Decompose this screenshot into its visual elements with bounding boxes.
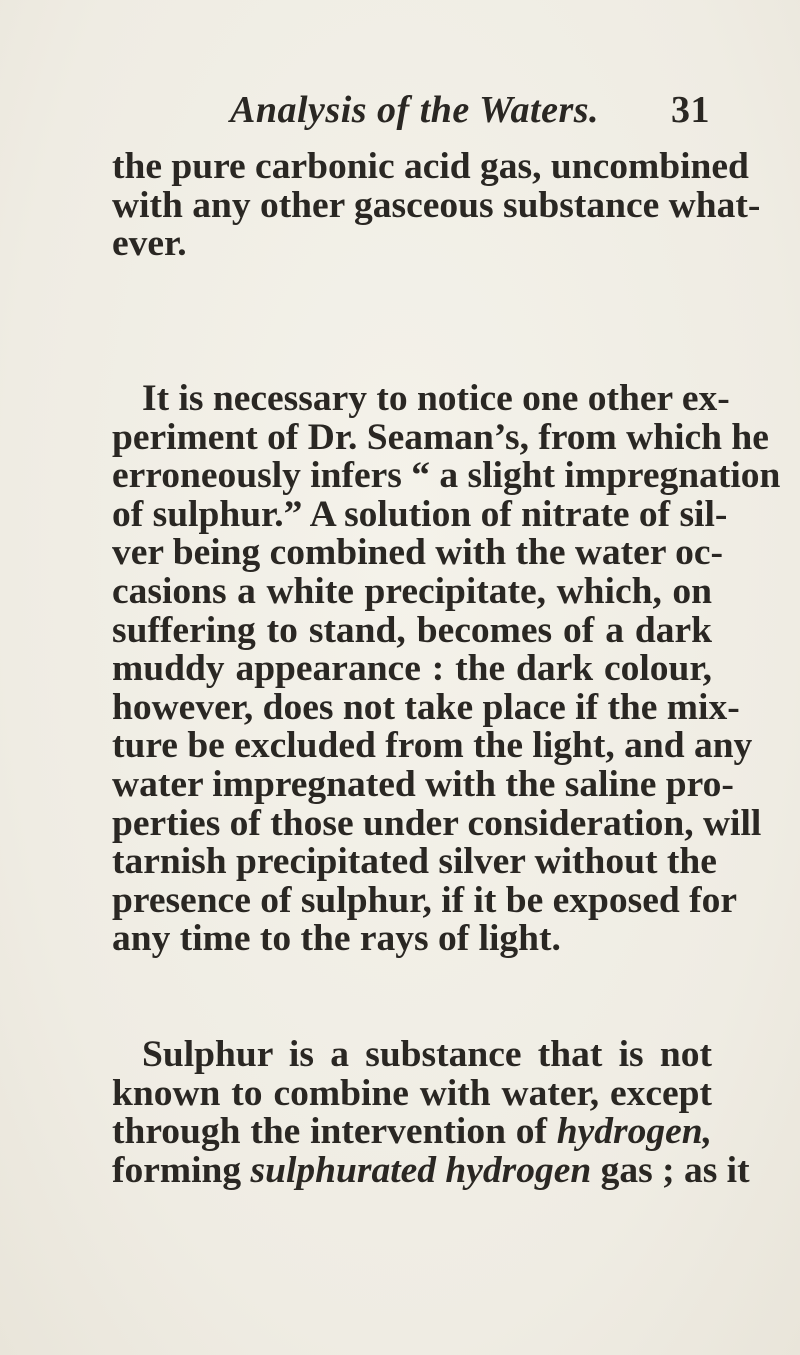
text-line: tarnish precipitated silver without the — [112, 841, 717, 883]
text-segment: forming — [112, 1149, 242, 1191]
text-line-mixed — [112, 1149, 750, 1191]
page-number: 31 — [671, 89, 710, 131]
text-line: however, does not take place if the mix- — [112, 686, 740, 728]
text-line: suffering to stand, becomes of a dark — [112, 609, 712, 651]
text-line: the pure carbonic acid gas, uncombined — [112, 146, 749, 187]
running-head — [230, 88, 710, 138]
text-line: ture be excluded from the light, and any — [112, 725, 753, 767]
text-segment: gas ; as it — [600, 1149, 750, 1191]
italic-term-hydrogen: hydrogen, — [556, 1111, 713, 1153]
text-line: muddy appearance : the dark colour, — [112, 648, 712, 690]
text-line: It is necessary to notice one other ex- — [142, 378, 730, 419]
paragraph-3 — [112, 1034, 750, 1191]
paragraph-1 — [112, 146, 761, 265]
italic-term-sulphurated-hydrogen: sulphurated hydrogen — [250, 1149, 592, 1191]
text-line: known to combine with water, except — [112, 1072, 712, 1114]
text-line: periment of Dr. Seaman’s, from which he — [112, 416, 769, 458]
text-line: any time to the rays of light. — [112, 918, 561, 960]
text-line: perties of those under consideration, will — [112, 802, 762, 844]
text-line: of sulphur.” A solution of nitrate of sil- — [112, 493, 728, 535]
text-line: with any other gasceous substance what- — [112, 184, 761, 226]
paragraph-2 — [112, 378, 781, 960]
text-line: ver being combined with the water oc- — [112, 532, 724, 574]
running-head-title: Analysis of the Waters. — [230, 89, 600, 131]
text-line: casions a white precipitate, which, on — [112, 570, 712, 612]
text-line: ever. — [112, 223, 187, 265]
text-line: presence of sulphur, if it be exposed for — [112, 879, 738, 921]
text-line: water impregnated with the saline pro- — [112, 763, 734, 805]
text-line-mixed — [112, 1113, 712, 1152]
text-line: erroneously infers “ a slight impregnation — [112, 455, 781, 497]
text-segment: through the intervention of — [112, 1111, 547, 1153]
text-line: Sulphur is a substance that is not — [142, 1034, 712, 1075]
